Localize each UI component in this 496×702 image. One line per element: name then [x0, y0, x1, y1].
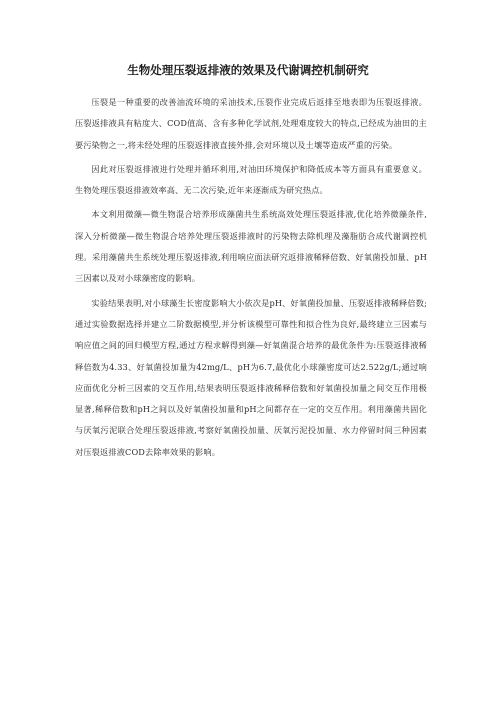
paragraph-3: 本文利用微藻—微生物混合培养形成藻菌共生系统高效处理压裂返排液,优化培养微藻条件,深入分析微藻—微生物混合培养处理压裂返排液时的污染物去除机理及藻脂肪合成代谢调控机理。采用藻菌共生系统处理压裂返排液,利用响应面法研究返排液稀释倍数、好氧菌投加量、pH三因素以及对小球藻密度的影响。	[75, 209, 427, 284]
paragraph-4: 实验结果表明,对小球藻生长密度影响大小依次是pH、好氧菌投加量、压裂返排液稀释倍数;通过实验数据选择并建立二阶数据模型,并分析该模型可靠性和拟合性为良好,最终建立三因素与响应值之间的回归模型方程,通过方程求解得到藻—好氧菌混合培养的最优条件为:压裂返排液稀释倍数为4.33、好氧菌投加量为42mg/L、pH为6.7,最优化小球藻密度可达2.522g/L;通过响应面优化分析三因素的交互作用,结果表明压裂返排液稀释倍数和好氧菌投加量之间交互作用极显著,稀释倍数和pH之间以及好氧菌投加量和pH之间都存在一定的交互作用。利用藻菌共固化与厌氧污泥联合处理压裂返排液,考察好氧菌投加量、厌氧污泥投加量、水力停留时间三种因素对压裂返排液COD去除率效果的影响。	[75, 297, 427, 457]
document-body	[75, 92, 427, 463]
paragraph-1: 压裂是一种重要的改善油流环境的采油技术,压裂作业完成后返排至地表即为压裂返排液。压裂返排液具有粘度大、COD值高、含有多种化学试剂,处理难度较大的特点,已经成为油田的主要污染物之一,将未经处理的压裂返排液直接外排,会对环境以及土壤等造成严重的污染。	[75, 97, 427, 150]
document-title: 生物处理压裂返排液的效果及代谢调控机制研究	[127, 63, 369, 77]
paragraph-2: 因此对压裂返排液进行处理并循环利用,对油田环境保护和降低成本等方面具有重要意义。生物处理压裂返排液效率高、无二次污染,近年来逐渐成为研究热点。	[75, 163, 427, 196]
